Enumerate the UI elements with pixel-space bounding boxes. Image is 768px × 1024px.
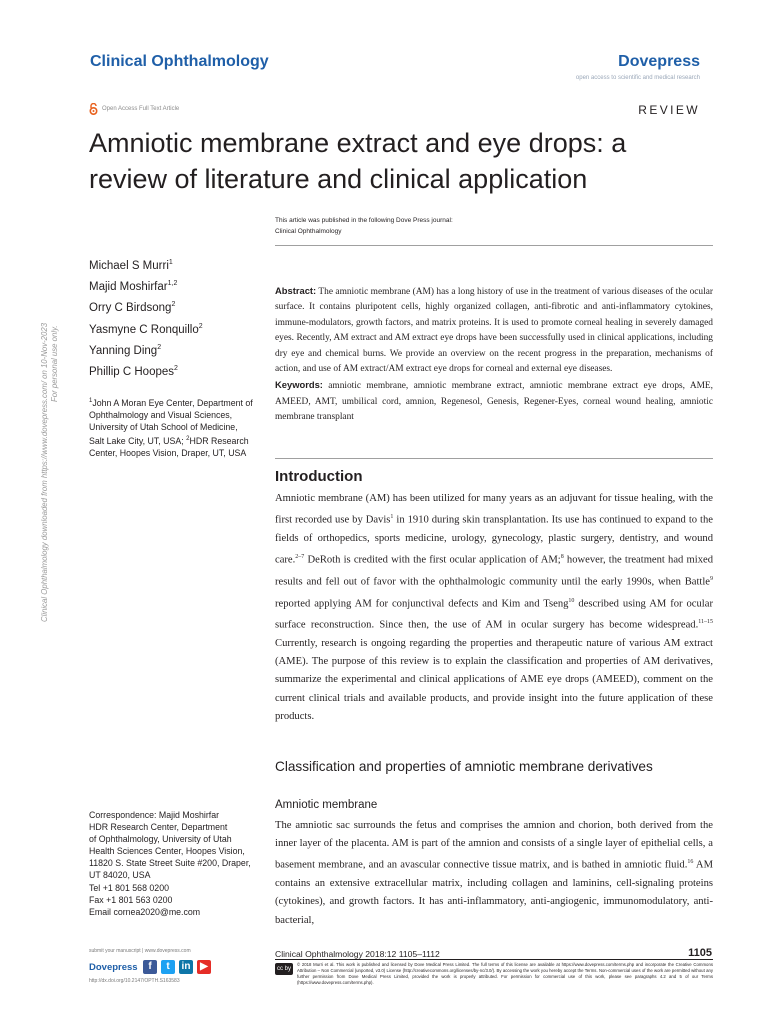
author[interactable]: Michael S Murri$^1$ [89, 259, 173, 272]
abstract-text: The amniotic membrane (AM) has a long history of use in the treatment of various diseases of the ocular surface. It contains pluripotent cells, highly organized collagen, anti-fibrotic and anti-inflammatory cytokines, immune-modulators, growth factors, and matrix proteins. It is used to promote corneal healing in severely damaged eyes. Recently, AM extract and AM extract eye drops have been successfully used in clinical applications, including dry eye and chemical burns. We provide an overview on the recent progress in the preparation, mechanisms of action, and use of AM extract/AM extract eye drops for corneal and external eye diseases. [275, 287, 713, 375]
published-note-journal[interactable]: Clinical Ophthalmology [275, 228, 342, 235]
author[interactable]: Yanning Ding$^2$ [89, 343, 162, 357]
divider [275, 245, 713, 246]
open-access-label [89, 103, 179, 115]
footer-publisher-logo[interactable]: Dovepress [89, 962, 138, 973]
author[interactable]: Majid Moshirfar$^{1,2}$ [89, 280, 178, 294]
publisher-tagline: open access to scientific and medical research [575, 75, 700, 81]
citation-ref[interactable]: 11–15 [698, 619, 713, 626]
creative-commons-icon[interactable]: cc by nc [275, 963, 293, 975]
article-title: Amniotic membrane extract and eye drops: a review of literature and clinical application [89, 128, 627, 194]
author[interactable]: Phillip C Hoopes$^2$ [89, 365, 178, 378]
submit-manuscript-link[interactable]: submit your manuscript | www.dovepress.com [89, 948, 191, 954]
section-heading-introduction: Introduction [275, 468, 363, 485]
author[interactable]: Yasmyne C Ronquillo$^2$ [89, 322, 203, 336]
subsection-heading: Amniotic membrane [275, 799, 378, 811]
page-citation: Clinical Ophthalmology 2018:12 1105–1112 [275, 949, 440, 959]
citation-ref[interactable]: 2–7 [295, 554, 305, 561]
divider [275, 458, 713, 459]
citation-ref[interactable]: 10 [568, 597, 575, 604]
classification-text: The amniotic sac surrounds the fetus and comprises the amnion and chorion, both derived from the inner layer of the placenta. AM is part of the amnion and consists of a single layer of epithelial cells, a basement membrane, and an avascular connective tissue matrix, and is bathed in amniotic fluid.$^{16}$ AM contains an extensive extracellular matrix, including collagen and laminins, cell-signaling proteins (cytokines), and growth factors. It has anti-inflammatory, anti-angiogenic, immunomodulatory, anti-bacterial, [275, 820, 714, 926]
open-access-icon [89, 103, 98, 115]
article-type: REVIEW [638, 103, 700, 117]
introduction-text: Amniotic membrane (AM) has been utilized for many years as an adjuvant for tissue healing, with the first recorded use by Davis$^1$ in 1910 during skin transplantation. Its use has continued to expand to the fields of orthopedics, sports medicine, urology, gynecology, plastic surgery, dentistry, and wound care.$^{2-7}$ DeRoth is credited with the first ocular application of AM;$^8$ however, the treatment had mixed results and fell out of favor with the ophthalmologic community until the early 1990s, when Battle$^9$ reported applying AM for conjunctival defects and Kim and Tseng$^{10}$ described using AM for ocular surface reconstruction. Since then, the use of AM in ocular surgery has become widespread.$^{11-15}$ Currently, research is ongoing regarding the properties and therapeutic nature of various AM extract (AME). The purpose of this review is to explain the classification and properties of AM derivatives, summarize the experimental and clinical applications of AME eye drops (AMEED), comment on the current clinical trials and available products, and provide insight into the future application of these products. [275, 493, 713, 722]
abstract [275, 283, 713, 426]
published-note [275, 215, 453, 237]
keywords-text: amniotic membrane, amniotic membrane extract, amniotic membrane extract eye drops, AME, AMEED, AMT, umbilical cord, amnion, Regenesol, Genesis, Regener-Eyes, corneal wound healing, amniotic membrane transplant [275, 381, 714, 423]
journal-name[interactable]: Clinical Ophthalmology [90, 53, 269, 70]
download-watermark: Clinical Ophthalmology downloaded from https://www.dovepress.com/ on 10-Nov-2023 For personal use only. [40, 322, 59, 622]
published-note-line: This article was published in the following Dove Press journal: [275, 217, 453, 224]
citation-ref[interactable]: 16 [687, 859, 694, 866]
youtube-icon[interactable]: ▶ [197, 960, 211, 974]
linkedin-icon[interactable]: in [179, 960, 193, 974]
keywords-label: Keywords: [275, 379, 323, 391]
citation-ref[interactable]: 1 [390, 514, 394, 521]
divider [275, 959, 713, 960]
email-link[interactable]: Email cornea2020@me.com [89, 906, 201, 917]
citation-ref[interactable]: 8 [560, 554, 564, 561]
open-access-text: Open Access Full Text Article [102, 106, 180, 112]
social-links [143, 960, 211, 974]
twitter-icon[interactable]: t [161, 960, 175, 974]
page-number: 1105 [688, 947, 712, 959]
author[interactable]: Orry C Birdsong$^2$ [89, 301, 176, 315]
abstract-label: Abstract: [275, 285, 317, 296]
doi-link[interactable]: http://dx.doi.org/10.2147/OPTH.S163583 [89, 978, 180, 984]
publisher-logo[interactable]: Dovepress [618, 53, 700, 70]
author-list [89, 254, 203, 381]
affiliations: $^1$John A Moran Eye Center, Department of Ophthalmology and Visual Sciences, University of Utah School of Medicine, Salt Lake City, UT, USA; $^2$HDR Research Center, Hoopes Vision, Draper, UT, USA [89, 397, 253, 458]
correspondence: Correspondence: Majid Moshirfar HDR Research Center, Department of Ophthalmology, University of Utah Health Sciences Center, Hoopes Vision, 11820 S. State Street Suite #200, Draper, UT 84020, USA Tel +1 801 568 0200 Fax +1 801 563 0200 Email cornea2020@me.com [89, 809, 264, 918]
license-text: © 2018 Murri et al. This work is published and licensed by Dove Medical Press Limited. The full terms of this license are available at https://www.dovepress.com/terms.php and incorporate the Creative Commons Attribution – Non Commercial (unported, v3.0) License (http://creativecommons.org/licenses/by-nc/3.0/). By accessing the work you hereby accept the Terms. Non-commercial uses of the work are permitted without any further permission from Dove Medical Press Limited, provided the work is properly attributed. For permission for commercial use of this work, please see paragraphs 4.2 and 5 of our Terms (https://www.dovepress.com/terms.php). [297, 962, 713, 985]
section-heading-classification: Classification and properties of amniotic membrane derivatives [275, 759, 653, 774]
citation-ref[interactable]: 9 [710, 575, 713, 582]
facebook-icon[interactable]: f [143, 960, 157, 974]
